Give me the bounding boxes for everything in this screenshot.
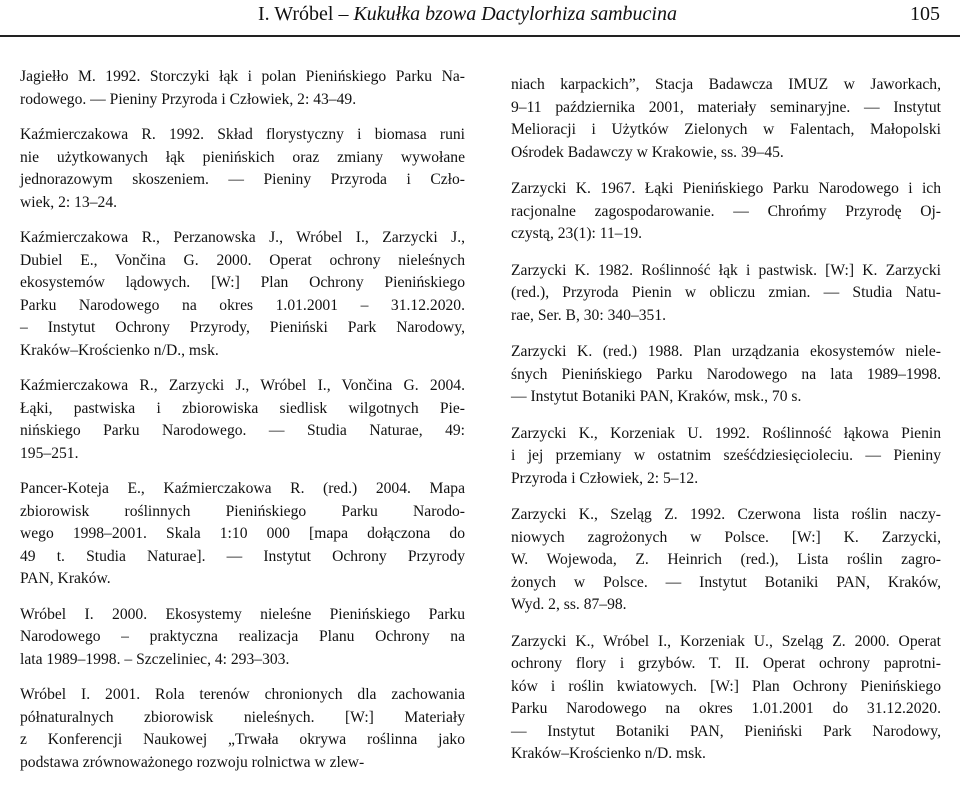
reference-line: Zarzycki K., Wróbel I., Korzeniak U., Szeląg Z. 2000. Operat: [511, 632, 941, 650]
reference-line: z Konferencji Naukowej „Trwała okrywa roślinna jako: [20, 731, 465, 748]
reference-line: W. Wojewoda, Z. Heinrich (red.), Lista roślin zagro-: [511, 551, 941, 568]
reference-line: rodowego. — Pieniny Przyroda i Człowiek, 2: 43–49.: [20, 90, 357, 108]
reference-entry: [511, 178, 941, 246]
reference-entry: [511, 631, 941, 766]
reference-line: niowych zagrożonych w Polsce. [W:] K. Zarzycki,: [511, 528, 941, 546]
reference-line: – Instytut Ochrony Przyrody, Pieniński Park Narodowy,: [20, 319, 465, 336]
reference-line: Wyd. 2, ss. 87–98.: [511, 596, 627, 613]
reference-line: 49 t. Studia Naturae]. — Instytut Ochrony Przyrody: [20, 547, 465, 565]
reference-entry: [20, 227, 465, 362]
reference-line: (red.), Przyroda Pienin w obliczu zmian. — Studia Natu-: [511, 284, 941, 301]
reference-line: — Instytut Botaniki PAN, Kraków, msk., 70 s.: [511, 388, 802, 405]
reference-line: Przyroda i Człowiek, 2: 5–12.: [511, 469, 699, 487]
reference-line: Zarzycki K., Korzeniak U. 1992. Roślinność łąkowa Pienin: [511, 424, 941, 442]
running-title-separator: –: [333, 3, 354, 25]
reference-line: rae, Ser. B, 30: 340–351.: [511, 306, 667, 324]
reference-line: wiek, 2: 13–24.: [20, 193, 118, 211]
reference-entry: [20, 684, 465, 774]
reference-entry: [20, 375, 465, 465]
reference-line: PAN, Kraków.: [20, 570, 111, 587]
reference-line: podstawa zrównoważonego rozwoju rolnictwa w zlew-: [20, 753, 365, 771]
reference-line: niach karpackich”, Stacja Badawcza IMUZ w Jaworkach,: [511, 76, 941, 93]
reference-line: Dubiel E., Vončina G. 2000. Operat ochrony nieleśnych: [20, 251, 465, 269]
reference-line: Melioracji i Użytków Zielonych w Falentach, Małopolski: [511, 121, 941, 138]
reference-line: Kaźmierczakowa R. 1992. Skład florystyczny i biomasa runi: [20, 126, 465, 143]
reference-line: ochrony flory i grzybów. T. II. Operat ochrony paprotni-: [511, 655, 941, 672]
header-rule: [0, 35, 960, 37]
reference-line: lata 1989–1998. – Szczeliniec, 4: 293–303.: [20, 650, 290, 668]
reference-entry: [20, 478, 465, 591]
reference-line: jednorazowym skoszeniem. — Pieniny Przyroda i Czło-: [20, 171, 465, 188]
reference-entry: [20, 66, 465, 111]
reference-line: Kaźmierczakowa R., Zarzycki J., Wróbel I., Vončina G. 2004.: [20, 377, 465, 394]
reference-line: racjonalne zagospodarowanie. — Chrońmy Przyrodę Oj-: [511, 202, 941, 220]
reference-line: Narodowego – praktyczna realizacja Planu Ochrony na: [20, 628, 465, 645]
reference-entry: [20, 604, 465, 672]
running-title-author: I. Wróbel: [258, 3, 334, 25]
reference-line: śnych Pienińskiego Parku Narodowego na lata 1989–1998.: [511, 365, 941, 383]
reference-line: Parku Narodowego na okres 1.01.2001 do 31.12.2020.: [511, 700, 941, 717]
reference-line: Wróbel I. 2001. Rola terenów chronionych dla zachowania: [20, 686, 465, 703]
reference-line: Jagiełło M. 1992. Storczyki łąk i polan Pienińskiego Parku Na-: [20, 68, 465, 85]
reference-line: Ośrodek Badawczy w Krakowie, ss. 39–45.: [511, 143, 784, 161]
reference-line: czystą, 23(1): 11–19.: [511, 225, 643, 242]
reference-entry: [511, 74, 941, 164]
reference-line: Łąki, pastwiska i zbiorowiska siedlisk wilgotnych Pie-: [20, 399, 465, 417]
reference-entry: [511, 504, 941, 617]
right-column: [511, 74, 941, 780]
page-number: 105: [910, 3, 940, 25]
reference-line: żonych w Polsce. — Instytut Botaniki PAN, Kraków,: [511, 573, 941, 591]
reference-entry: [511, 260, 941, 328]
running-title: [258, 2, 677, 26]
reference-line: Kaźmierczakowa R., Perzanowska J., Wróbel I., Zarzycki J.,: [20, 229, 465, 246]
reference-line: 195–251.: [20, 444, 79, 462]
reference-line: Kraków–Krościenko n/D. msk.: [511, 745, 706, 762]
reference-line: Zarzycki K. (red.) 1988. Plan urządzania ekosystemów niele-: [511, 343, 941, 360]
reference-line: — Instytut Botaniki PAN, Pieniński Park Narodowy,: [511, 722, 941, 740]
reference-line: Zarzycki K. 1967. Łąki Pienińskiego Parku Narodowego i ich: [511, 180, 941, 197]
reference-entry: [511, 423, 941, 491]
reference-line: ekosystemów lądowych. [W:] Plan Ochrony Pienińskiego: [20, 274, 465, 291]
reference-line: wego 1998–2001. Skala 1:10 000 [mapa dołączona do: [20, 525, 465, 542]
reference-line: Zarzycki K. 1982. Roślinność łąk i pastwisk. [W:] K. Zarzycki: [511, 261, 941, 279]
reference-line: zbiorowisk roślinnych Pienińskiego Parku Narodo-: [20, 502, 465, 520]
running-header: [0, 0, 960, 30]
reference-line: nie użytkowanych łąk pienińskich oraz zmiany wywołane: [20, 148, 465, 166]
reference-line: nińskiego Parku Narodowego. — Studia Naturae, 49:: [20, 422, 465, 439]
reference-line: półnaturalnych zbiorowisk nieleśnych. [W:] Materiały: [20, 708, 465, 726]
reference-line: Pancer-Koteja E., Kaźmierczakowa R. (red.) 2004. Mapa: [20, 480, 465, 497]
reference-line: ków i roślin kwiatowych. [W:] Plan Ochrony Pienińskiego: [511, 677, 941, 695]
left-column: [20, 66, 465, 787]
reference-line: i jej przemiany w ostatnim sześćdziesięcioleciu. — Pieniny: [511, 447, 941, 464]
reference-line: Wróbel I. 2000. Ekosystemy nieleśne Pienińskiego Parku: [20, 605, 465, 623]
reference-line: Kraków–Krościenko n/D., msk.: [20, 341, 219, 359]
reference-line: 9–11 października 2001, materiały seminaryjne. — Instytut: [511, 98, 941, 116]
reference-line: Zarzycki K., Szeląg Z. 1992. Czerwona lista roślin naczy-: [511, 506, 941, 523]
running-title-italic: Kukułka bzowa Dactylorhiza sambucina: [353, 3, 677, 25]
reference-line: Parku Narodowego na okres 1.01.2001 – 31.12.2020.: [20, 296, 465, 314]
reference-entry: [511, 341, 941, 409]
reference-entry: [20, 124, 465, 214]
